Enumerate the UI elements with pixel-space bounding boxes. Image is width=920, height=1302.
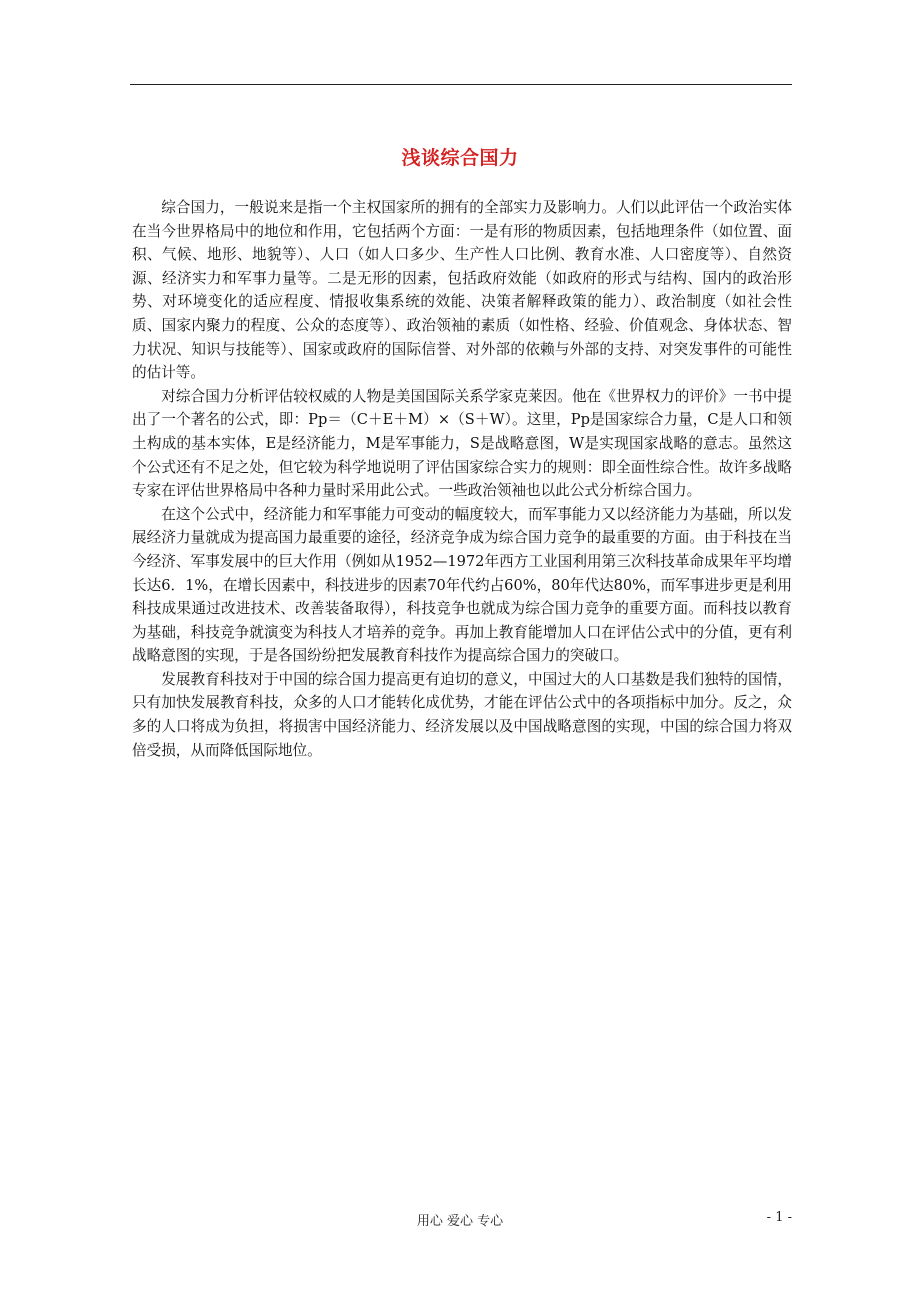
paragraph-2: 对综合国力分析评估较权威的人物是美国国际关系学家克莱因。他在《世界权力的评价》一书中提出了一个著名的公式，即：Pp＝（C＋E＋M）×（S＋W）。这里，Pp是国家综合力量，C是人口和领土构成的基本实体，E是经济能力，M是军事能力，S是战略意图，W是实现国家战略的意志。虽然这个公式还有不足之处，但它较为科学地说明了评估国家综合实力的规则：即全面性综合性。故许多战略专家在评估世界格局中各种力量时采用此公式。一些政治领袖也以此公式分析综合国力。 [132,387,792,500]
document-body [132,196,792,762]
paragraph-3: 在这个公式中，经济能力和军事能力可变动的幅度较大，而军事能力又以经济能力为基础，所以发展经济力量就成为提高国力最重要的途径，经济竞争成为综合国力竞争的最重要的方面。由于科技在当今经济、军事发展中的巨大作用（例如从1952—1972年西方工业国利用第三次科技革命成果年平均增长达6．1%，在增长因素中，科技进步的因素70年代约占60%，80年代达80%，而军事进步更是利用科技成果通过改进技术、改善装备取得），科技竞争也就成为综合国力竞争的重要方面。而科技以教育为基础，科技竞争就演变为科技人才培养的竞争。再加上教育能增加人口在评估公式中的分值，更有利战略意图的实现，于是各国纷纷把发展教育科技作为提高综合国力的突破口。 [132,505,792,665]
footer-motto: 用心 爱心 专心 [416,1214,504,1229]
paragraph-4: 发展教育科技对于中国的综合国力提高更有迫切的意义，中国过大的人口基数是我们独特的国情，只有加快发展教育科技，众多的人口才能转化成优势，才能在评估公式中的各项指标中加分。反之，众多的人口将成为负担，将损害中国经济能力、经济发展以及中国战略意图的实现，中国的综合国力将双倍受损，从而降低国际地位。 [132,670,792,759]
page-number: - 1 - [766,1210,792,1225]
document-title: 浅谈综合国力 [401,147,519,169]
paragraph-1: 综合国力，一般说来是指一个主权国家所的拥有的全部实力及影响力。人们以此评估一个政治实体在当今世界格局中的地位和作用，它包括两个方面：一是有形的物质因素，包括地理条件（如位置、面积、气候、地形、地貌等）、人口（如人口多少、生产性人口比例、教育水准、人口密度等）、自然资源、经济实力和军事力量等。二是无形的因素，包括政府效能（如政府的形式与结构、国内的政治形势、对环境变化的适应程度、情报收集系统的效能、决策者解释政策的能力）、政治制度（如社会性质、国家内聚力的程度、公众的态度等）、政治领袖的素质（如性格、经验、价值观念、身体状态、智力状况、知识与技能等）、国家或政府的国际信誉、对外部的依赖与外部的支持、对突发事件的可能性的估计等。 [132,199,792,382]
header-rule [130,84,792,85]
